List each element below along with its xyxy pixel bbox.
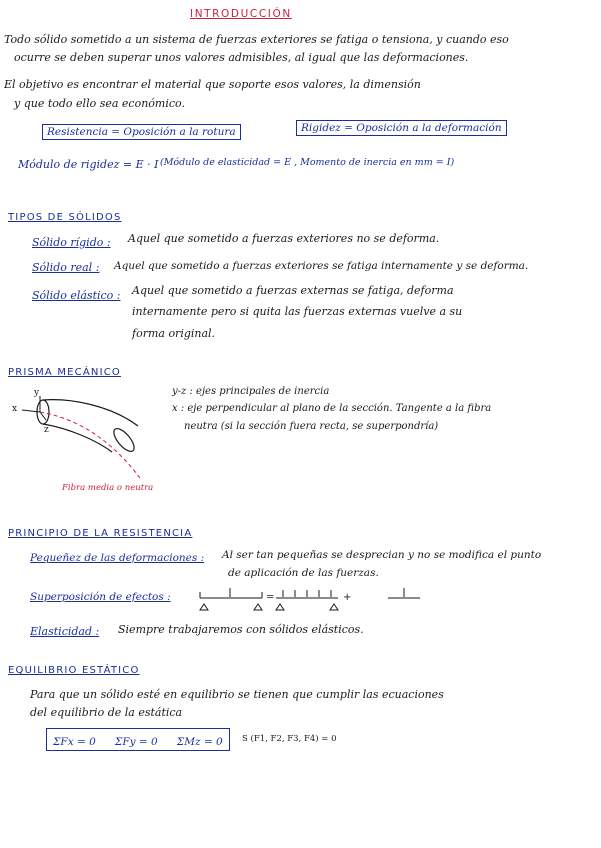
eq-sum-mz: ΣMz = 0	[176, 736, 223, 748]
resistencia-box: Resistencia = Oposición a la rotura	[42, 124, 241, 140]
fibra-label: Fibra media o neutra	[62, 483, 154, 493]
rigido-term: Sólido rígido :	[32, 236, 111, 249]
pequenez-def-1: Al ser tan pequeñas se desprecian y no se modifica el punto	[222, 549, 542, 561]
equilibrio-heading: EQUILIBRIO ESTÁTICO	[8, 665, 140, 676]
prisma-note-2: x : eje perpendicular al plano de la sección. Tangente a la fibra	[172, 403, 492, 414]
beam-shape	[37, 400, 138, 455]
eq-sum-fy: ΣFy = 0	[114, 736, 158, 748]
axis-y-label: y	[34, 388, 40, 398]
prisma-heading: PRISMA MECÁNICO	[8, 367, 121, 378]
superposicion-term: Superposición de efectos :	[30, 591, 171, 603]
tipos-heading: TIPOS DE SÓLIDOS	[8, 212, 122, 223]
superposicion-plus: +	[343, 592, 352, 603]
neutral-fibre	[40, 412, 140, 478]
axis-x-label: x	[12, 404, 18, 414]
elastico-def-1: Aquel que sometido a fuerzas externas se fatiga, deforma	[132, 284, 454, 297]
intro-line-1: Todo sólido sometido a un sistema de fuerzas exteriores se fatiga o tensiona, y cuando eso	[4, 33, 509, 46]
intro-heading: INTRODUCCIÓN	[190, 8, 292, 20]
pequenez-term: Pequeñez de las deformaciones :	[30, 552, 205, 564]
intro-line-2: ocurre se deben superar unos valores admisibles, al igual que las deformaciones.	[14, 51, 469, 64]
superposicion-equals: =	[266, 592, 275, 603]
modulo-rigidez: Módulo de rigidez = E · I	[18, 158, 159, 171]
real-def: Aquel que sometido a fuerzas exteriores se fatiga internamente y se deforma.	[114, 260, 529, 272]
intro-line-4: y que todo ello sea económico.	[14, 97, 185, 110]
axis-z-label: z	[44, 425, 49, 435]
elastico-term: Sólido elástico :	[32, 289, 121, 302]
rigidez-box: Rigidez = Oposición a la deformación	[296, 120, 507, 136]
real-term: Sólido real :	[32, 261, 100, 274]
rigido-def: Aquel que sometido a fuerzas exteriores no se deforma.	[128, 232, 440, 245]
modulo-note: (Módulo de elasticidad = E , Momento de inercia en mm = I)	[160, 157, 455, 168]
elasticidad-def: Siempre trabajaremos con sólidos elásticos.	[118, 623, 364, 636]
elasticidad-term: Elasticidad :	[30, 625, 100, 638]
elastico-def-2: internamente pero si quita las fuerzas externas vuelve a su	[132, 305, 463, 318]
superposition-sketch	[200, 588, 420, 610]
solid-function: S (F1, F2, F3, F4) = 0	[242, 734, 337, 744]
pequenez-def-2: de aplicación de las fuerzas.	[228, 567, 379, 579]
equilibrium-equations-box	[46, 728, 230, 751]
principio-heading: PRINCIPIO DE LA RESISTENCIA	[8, 528, 193, 539]
eq-sum-fx: ΣFx = 0	[53, 736, 96, 748]
prisma-note-1: y-z : ejes principales de inercia	[172, 386, 330, 397]
prisma-note-3: neutra (si la sección fuera recta, se superpondría)	[184, 421, 439, 432]
equilibrio-line-1: Para que un sólido esté en equilibrio se tienen que cumplir las ecuaciones	[30, 688, 444, 701]
equilibrio-line-2: del equilibrio de la estática	[30, 706, 183, 719]
elastico-def-3: forma original.	[132, 327, 216, 340]
intro-line-3: El objetivo es encontrar el material que soporte esos valores, la dimensión	[4, 78, 421, 91]
